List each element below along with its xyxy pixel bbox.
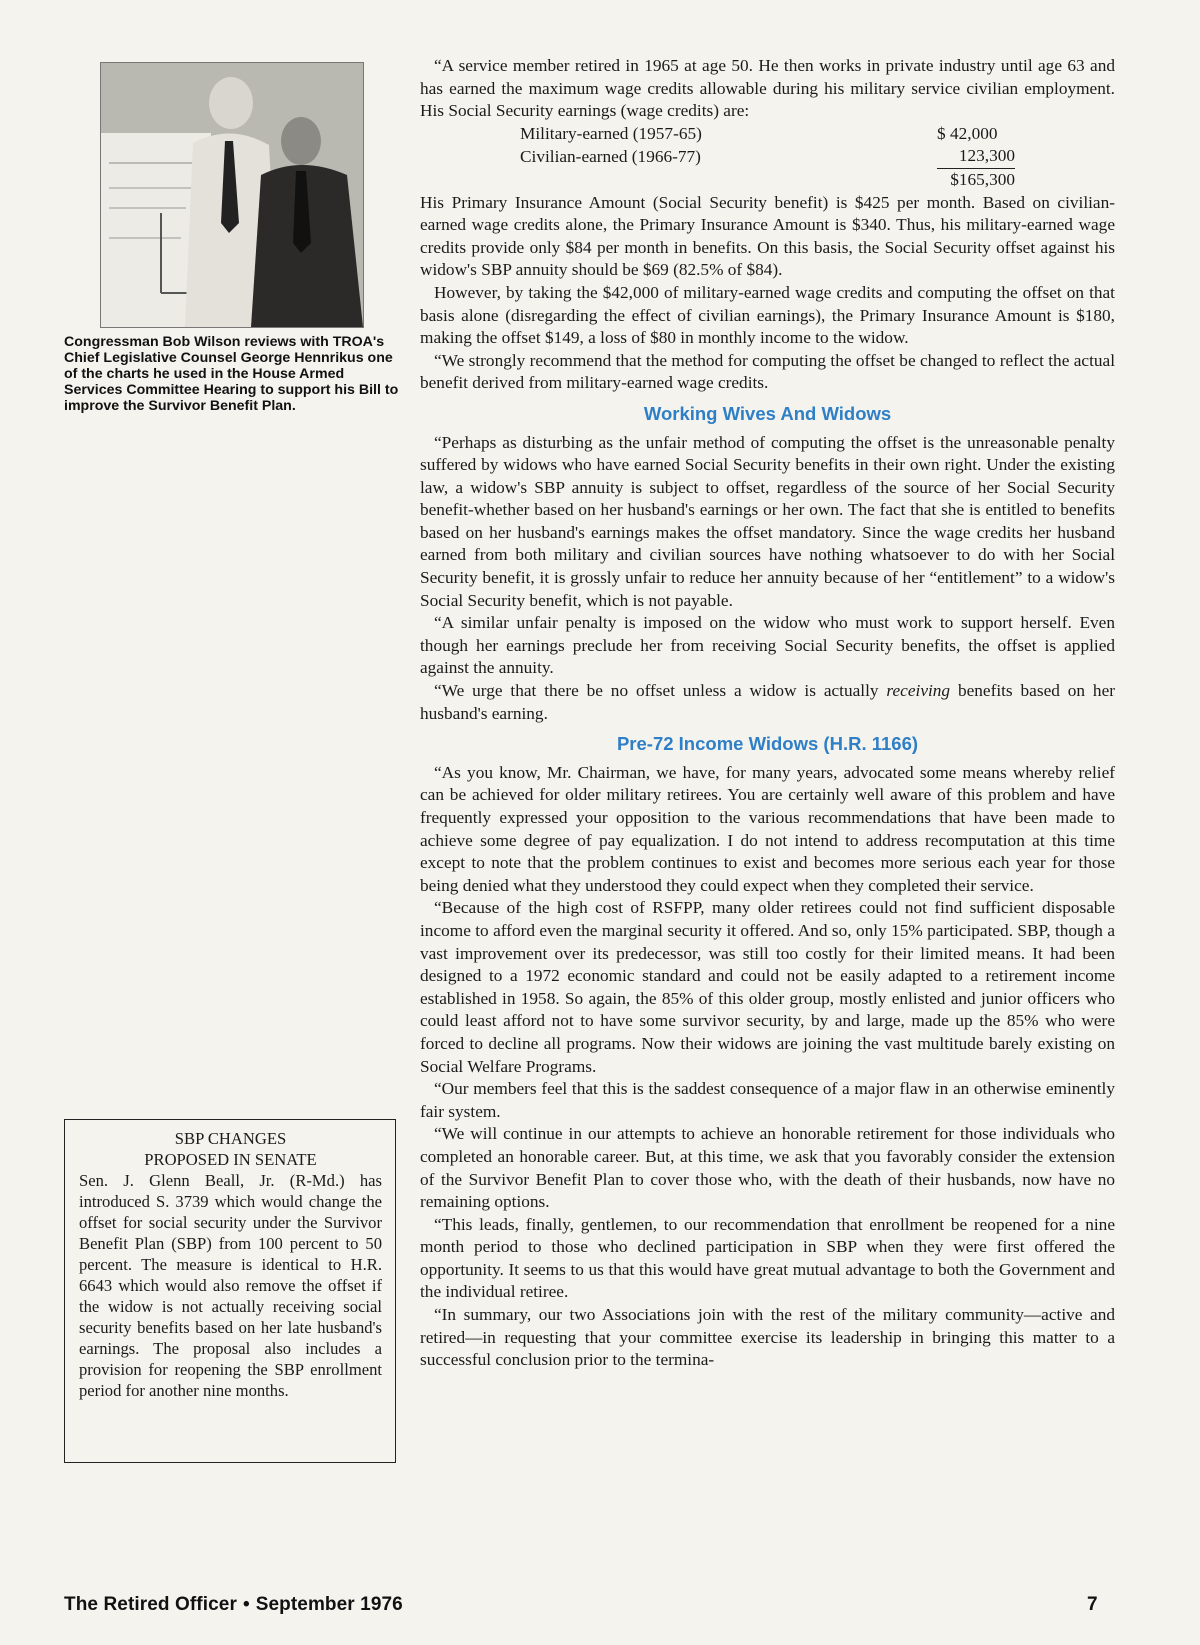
paragraph: “We will continue in our attempts to achieve an honorable retirement for those individuals who completed an honorable career. But, at this time, we ask that you favorably consider the extension of the Survivor Benefit Plan to cover those who, with the death of their husbands, now have no remaining options. — [420, 1124, 1115, 1212]
bullet-separator: • — [242, 1594, 250, 1615]
paragraph: “Because of the high cost of RSFPP, many older retirees could not find sufficient disposable income to afford even the marginal security it offered. And so, only 15% participated. SBP, though a vast improvement over its predecessor, was still too costly for their limited means. It had been designed to a 1972 economic standard and could not be easily adapted to a retirement income established in 1958. So again, the 85% of this older group, mostly enlisted and junior officers who could least afford not to have some survivor security, by and large, made up the 85% who were forced to decline all programs. Now their widows are joining the vast multitude barely existing on Social Welfare Programs. — [420, 898, 1115, 1076]
row-amount: $ 42,000 — [937, 123, 998, 143]
photo-caption: Congressman Bob Wilson reviews with TROA's Chief Legislative Counsel George Hennrikus one of the charts he used in the House Armed Services Committee Hearing to support his Bill to improve the Survivor Benefit Plan. — [64, 334, 399, 414]
publication-name: The Retired Officer — [64, 1594, 237, 1615]
paragraph: “Our members feel that this is the saddest consequence of a major flaw in an otherwise eminently fair system. — [420, 1079, 1115, 1121]
issue-date: September 1976 — [255, 1594, 403, 1615]
box-body: Sen. J. Glenn Beall, Jr. (R-Md.) has introduced S. 3739 which would change the offset for social security under the Survivor Benefit Plan (SBP) from 100 percent to 50 percent. The measure is identical to H.R. 6643 which would also remove the offset if the widow is not actually receiving social security benefits based on her late husband's earnings. The proposal also includes a provision for reopening the SBP enrollment period for another nine months. — [79, 1171, 382, 1400]
table-row — [520, 123, 1015, 146]
row-label: Military-earned (1957-65) — [520, 123, 702, 143]
box-title-line1: SBP CHANGES — [174, 1129, 287, 1148]
sbp-changes-box — [64, 1119, 396, 1463]
table-row — [520, 169, 1015, 192]
paragraph: “Perhaps as disturbing as the unfair method of computing the offset is the unreasonable penalty suffered by widows who have earned Social Security benefits in their own right. Under the existing law, a widow's SBP annuity is subject to offset, regardless of the source of her Social Security benefit-whether based on her husband's earnings or her own. The fact that she is entitled to benefits based on her husband's earnings makes the offset mandatory. Since the wage credits her husband earned from both military and civilian sources have nothing whatsoever to do with her Social Security benefit, it is grossly unfair to reduce her annuity because of her “entitlement” to a widow's Social Security benefit, which is not payable. — [420, 432, 1115, 610]
photo-wilson-hennrikus — [100, 62, 364, 328]
paragraph: “We strongly recommend that the method for computing the offset be changed to reflect the actual benefit derived from military-earned wage credits. — [420, 350, 1115, 393]
box-title-line2: PROPOSED IN SENATE — [144, 1150, 317, 1169]
row-amount: 123,300 — [937, 145, 1015, 169]
paragraph-text: benefits based on her husband's earning. — [420, 681, 1115, 723]
paragraph-text: “We urge that there be no offset unless a widow is actually — [434, 681, 887, 701]
paragraph: His Primary Insurance Amount (Social Security benefit) is $425 per month. Based on civilian-earned wage credits alone, the Primary Insurance Amount is $340. Thus, his military-earned wage credits provide only $84 per month in benefits. On this basis, the Social Security offset against his widow's SBP annuity should be $69 (82.5% of $84). — [420, 192, 1115, 280]
paragraph: However, by taking the $42,000 of military-earned wage credits and computing the offset on that basis alone (disregarding the effect of civilian earnings), the Primary Insurance Amount is $180, making the offset $149, a loss of $80 in monthly income to the widow. — [420, 282, 1115, 348]
table-row — [520, 145, 1015, 169]
footer-publication-line — [64, 1594, 403, 1616]
paragraph — [420, 680, 1115, 725]
section-heading-pre72: Pre-72 Income Widows (H.R. 1166) — [616, 733, 919, 755]
row-label: Civilian-earned (1966-77) — [520, 146, 701, 166]
section-heading-working-wives: Working Wives And Widows — [643, 402, 892, 424]
paragraph: “As you know, Mr. Chairman, we have, for many years, advocated some means whereby relief can be achieved for older military retirees. You are certainly well aware of this problem and have frequently expressed your opposition to the various recommendations that have been made to achieve some degree of pay equalization. I do not intend to address recomputation at this time except to note that the problem continues to exist and becomes more serious each year for those being denied what they understood they could expect when they completed their service. — [420, 762, 1115, 895]
emphasis-receiving: receiving — [886, 681, 951, 701]
paragraph: “This leads, finally, gentlemen, to our recommendation that enrollment be reopened for a nine month period to those who declined participation in SBP when they were first offered the opportunity. It seems to us that this would have great mutual advantage to both the Government and the individual retiree. — [420, 1214, 1115, 1302]
article-body — [420, 55, 1115, 1372]
row-label — [520, 169, 937, 192]
paragraph: “A service member retired in 1965 at age 50. He then works in private industry until age 63 and has earned the maximum wage credits allowable during his military service civilian employment. His Social Security earnings (wage credits) are: — [420, 56, 1115, 121]
row-total: $165,300 — [950, 169, 1015, 189]
photo-illustration — [101, 63, 363, 327]
page-number: 7 — [1087, 1594, 1098, 1615]
paragraph: “In summary, our two Associations join with the rest of the military community—active and retired—in requesting that your committee exercise its leadership in bringing this matter to a successful conclusion prior to the termina- — [420, 1305, 1115, 1370]
paragraph: “A similar unfair penalty is imposed on the widow who must work to support herself. Even though her earnings preclude her from receiving Social Security benefits, the offset is applied against the annuity. — [420, 613, 1115, 678]
wage-credits-table — [520, 123, 1015, 192]
